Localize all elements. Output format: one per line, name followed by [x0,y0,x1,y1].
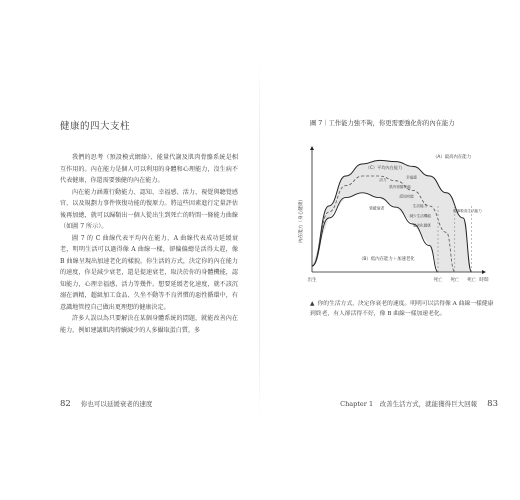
figure-note-text: 你的生活方式，決定你衰老的速度。明明可以活得像 A 曲線一樣健康到終老，有人卻活得不好，像 B 曲線一樣加速老化。 [310,301,494,317]
y-axis-label: 內在能力（身心健康） [299,197,304,243]
x-axis-arrow-icon [482,270,486,274]
x-tick-label: 出生 [307,278,317,283]
body-text [60,152,238,336]
annotation-label: 從事較高生活能力 [453,209,482,213]
figure-note [310,300,495,319]
annotation-label: 生活能力 [412,204,428,209]
x-tick-label: 死亡 [450,278,460,283]
capacity-band [312,160,472,272]
running-title: Chapter 1 改善生活方式，就能獲得巨大回報 [340,400,478,408]
annotation-label: 肌肉骨骼功能 [389,185,411,189]
curve-label-b: （B）低內在能力＋加速老化 [359,257,415,262]
right-folio [340,399,498,409]
curve-label-c: （C）平均內在能力 [365,164,403,170]
page-number: 83 [487,399,498,409]
curve-label-a: （A）最高內在能力 [432,155,472,160]
triangle-marker-icon: ▲ [310,301,315,307]
y-axis-arrow-icon [310,146,314,150]
paragraph: 圖 7 的 C 曲線代表平均內在能力，A 曲線代表成功延緩衰老，明明生活可以過得像 A 曲線一樣，卻偏偏總是活得太趕，像 B 曲線呈現出加速老化的樣貌。你生活的方式，決定你的內在能力的速度，你是減少衰老，還是提速衰老，取決於你的身體機能，認知能力，心理幸福感，活力等幾件。想要延緩老化速度，就不該沉溺在酒精，超級加工食品、久坐不動等不良習慣的惡性循環中，有意識地管控自己做出更理想的健康決定。 [60,234,238,311]
annotation-label: 延緩衰老 [369,205,385,211]
annotation-label: 減少生活機能 [409,213,432,218]
running-title: 你也可以延緩衰老的速度 [80,400,153,408]
x-tick-label: 死亡 [466,278,477,283]
section-title: 健康的四大支柱 [60,121,131,132]
x-axis-end-label: 時間 [479,278,489,283]
intrinsic-capacity-chart [290,140,490,300]
figure-caption: 圖 7｜工作能力強不夠，你更需要強化你的內在能力 [310,120,455,127]
paragraph: 內在能力涵蓋行動能力、認知、幸福感、活力、視覺與聽覺感官，以及規劃力事件恢復功能的復原力。將這些因素進行定量評估後再加總，就可以歸類出一個人從出生到死亡的時間一條能力曲線（如圖 7 所示）。 [60,188,238,230]
annotation-label: 認知功能 [399,194,414,199]
annotation-label: 低劣化健康 [412,223,431,228]
paragraph: 許多人誤以為只要解決在某個身體系統的問題，就能改善內在能力，例如建議肌肉持續減少的人多攝取蛋白質，多 [60,315,238,334]
annotation-label: 幸福感 [406,175,417,180]
right-page [260,0,520,500]
chart-svg [290,140,490,300]
annotation-label: 活力 [379,177,387,182]
page-number: 82 [60,399,71,409]
left-folio [60,399,152,409]
paragraph: 我們的思考（預設模式網絡）、能量代謝及肌肉骨骼系統是相互作用的。內在能力是個人可以利用的身體和心理能力，沒生病不代表健康，你還需要強健的內在能力。 [60,154,238,184]
x-tick-label: 死亡 [433,278,443,283]
